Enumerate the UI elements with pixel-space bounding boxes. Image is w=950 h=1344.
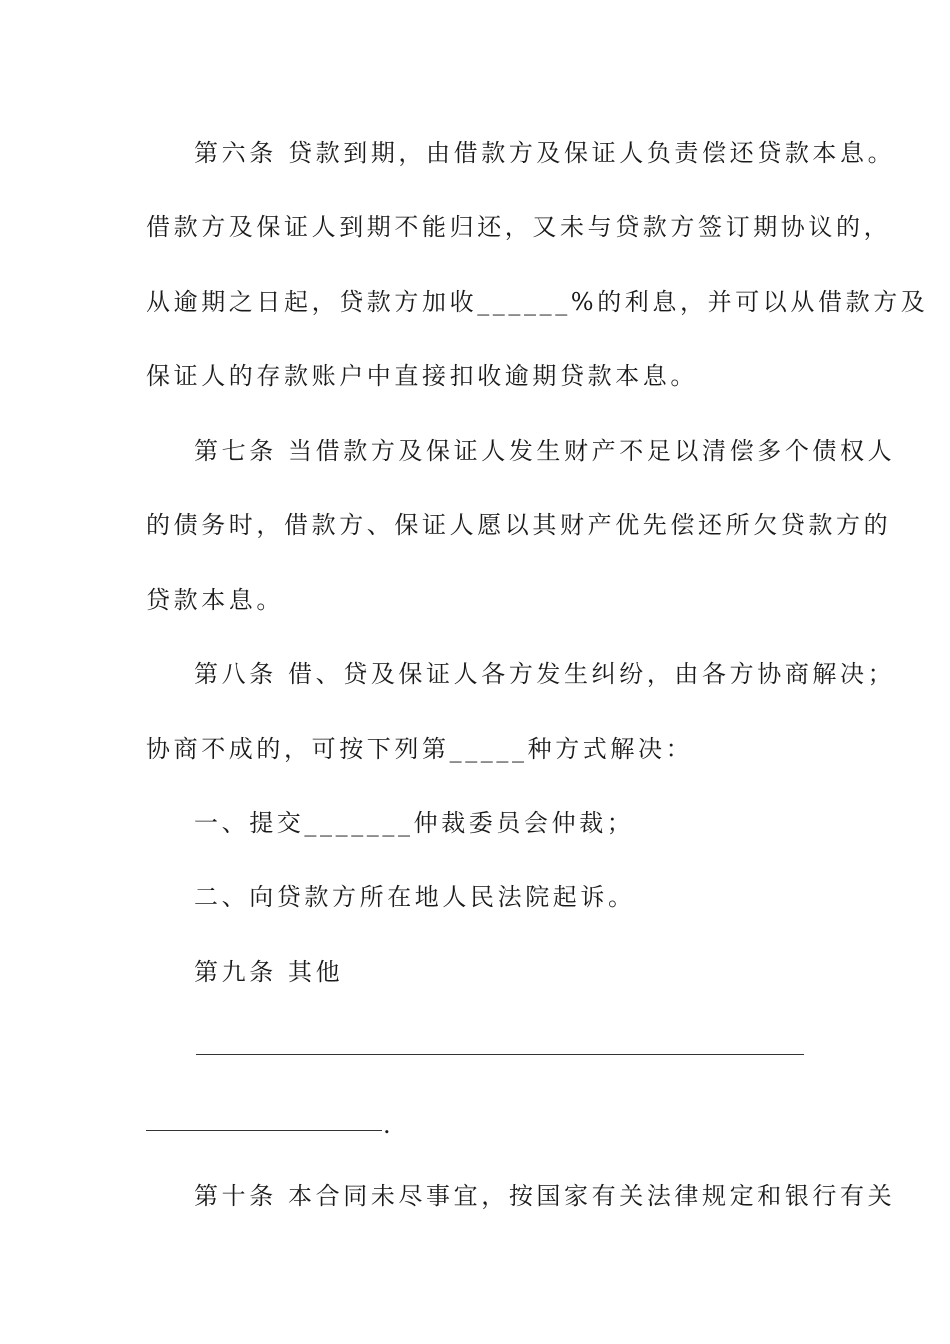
article-6-line-2: 借款方及保证人到期不能归还，又未与贷款方签订期协议的， [146, 213, 892, 241]
article-9-heading: 第九条 其他 [194, 958, 344, 986]
article-9-end-mark: . [383, 1111, 391, 1139]
article-9-blank-line [196, 1054, 804, 1055]
article-7-line-3: 贷款本息。 [146, 586, 284, 614]
article-8-line-2: 协商不成的，可按下列第_____种方式解决： [146, 735, 694, 763]
article-8-option-2: 二、向贷款方所在地人民法院起诉。 [194, 883, 636, 911]
article-10-line-1: 第十条 本合同未尽事宜，按国家有关法律规定和银行有关 [194, 1182, 896, 1210]
article-7-line-1: 第七条 当借款方及保证人发生财产不足以清偿多个债权人 [194, 437, 896, 465]
article-6-line-3: 从逾期之日起，贷款方加收______%的利息，并可以从借款方及 [146, 288, 929, 316]
article-7-line-2: 的债务时，借款方、保证人愿以其财产优先偿还所欠贷款方的 [146, 511, 892, 539]
article-6-line-1: 第六条 贷款到期，由借款方及保证人负责偿还贷款本息。 [194, 139, 896, 167]
article-8-line-1: 第八条 借、贷及保证人各方发生纠纷，由各方协商解决； [194, 660, 896, 688]
article-6-line-4: 保证人的存款账户中直接扣收逾期贷款本息。 [146, 362, 698, 390]
article-8-option-1: 一、提交_______仲裁委员会仲裁； [194, 809, 635, 837]
article-9-blank-line-end [146, 1130, 382, 1131]
